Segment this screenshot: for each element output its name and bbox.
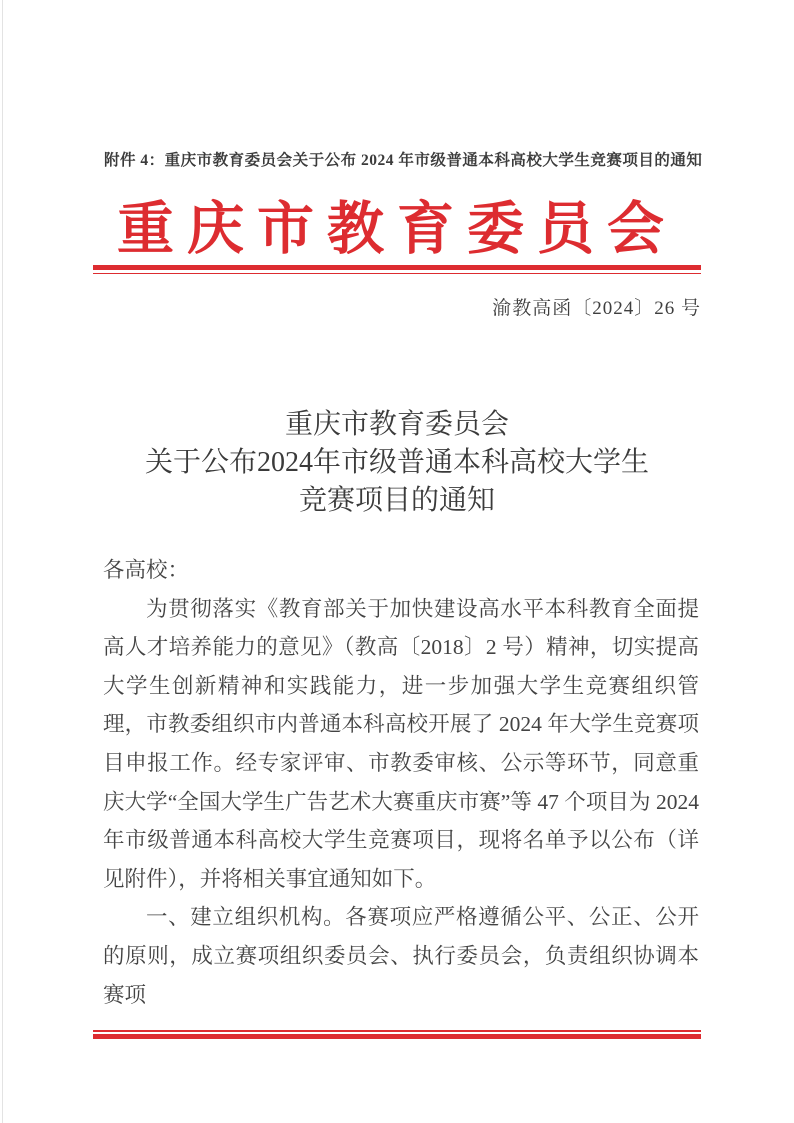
document-number: 渝教高函〔2024〕26 号	[492, 298, 701, 319]
notice-title-line-2: 关于公布2024年市级普通本科高校大学生	[144, 447, 649, 478]
notice-title	[0, 406, 794, 520]
rule-thin-line	[93, 273, 701, 275]
footer-rule-bottom	[93, 1030, 701, 1039]
letterhead-agency-title: 重庆市教育委员会	[117, 198, 677, 261]
salutation: 各高校：	[103, 558, 190, 582]
rule-thick-line	[93, 1034, 701, 1039]
notice-title-line-1: 重庆市教育委员会	[284, 409, 509, 440]
attachment-note: 附件 4：重庆市教育委员会关于公布 2024 年市级普通本科高校大学生竞赛项目的通知	[104, 152, 703, 169]
body-paragraph-2: 一、建立组织机构。各赛项应严格遵循公平、公正、公开的原则，成立赛项组织委员会、执行委员会，负责组织协调本赛项	[103, 905, 699, 1007]
body-paragraph-1: 为贯彻落实《教育部关于加快建设高水平本科教育全面提高人才培养能力的意见》（教高〔2018〕2 号）精神，切实提高大学生创新精神和实践能力，进一步加强大学生竞赛组织管理，市教委组织市内普通本科高校开展了 2024 年大学生竞赛项目申报工作。经专家评审、市教委审核、公示等环节，同意重庆大学“全国大学生广告艺术大赛重庆市赛”等 47 个项目为 2024 年市级普通本科高校大学生竞赛项目，现将名单予以公布（详见附件），并将相关事宜通知如下。	[103, 596, 699, 891]
letterhead-rule-top	[93, 265, 701, 274]
notice-body	[103, 551, 699, 1014]
notice-title-line-3: 竞赛项目的通知	[298, 485, 495, 516]
scan-edge-artifact	[2, 0, 3, 1123]
